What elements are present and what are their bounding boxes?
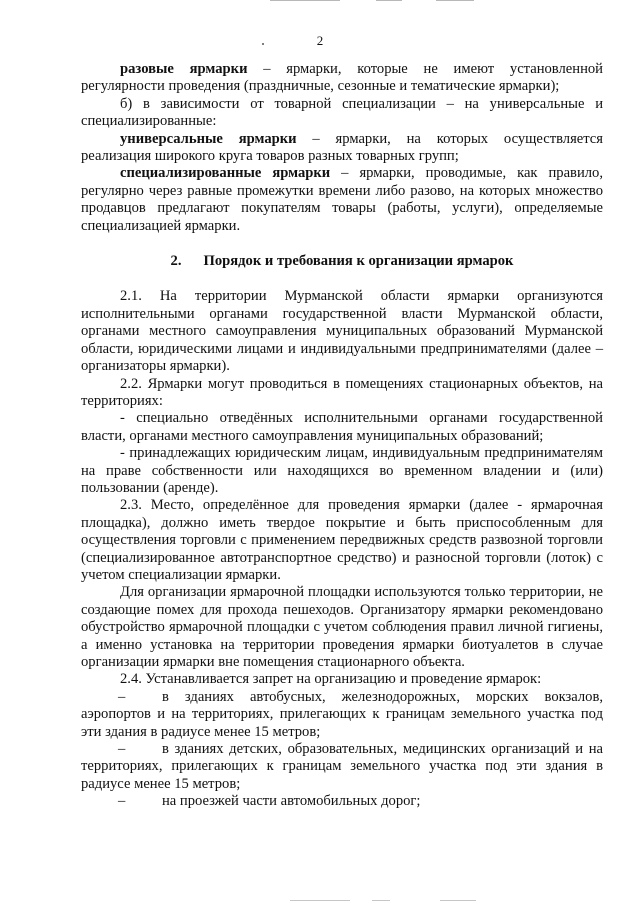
- classification-paragraph: [81, 96, 603, 131]
- defined-term: специализированные ярмарки: [120, 165, 331, 182]
- clause-2-3-continued: Для организации ярмарочной площадки используются только территории, не создающие помех для прохода пешеходов. Организатору ярмарки рекомендовано обустройство ярмарочной площадки с учетом соблюдения правил личной гигиены, а именно установка на территории проведения ярмарки биотуалетов в случае организации ярмарки вне помещения стационарного объекта.: [81, 584, 603, 670]
- clause-2-2-item: - специально отведённых исполнительными органами государственной власти, органами местного самоуправления муниципальных образований;: [81, 410, 603, 444]
- dash-marker: –: [118, 741, 126, 758]
- scan-edge-line: [372, 900, 390, 901]
- definition-paragraph: [81, 165, 603, 235]
- definition-text: – ярмарки, на которых осуществляется реализация широкого круга товаров разных товарных групп;: [81, 130, 603, 165]
- document-body: [81, 61, 603, 811]
- page-number: 2: [316, 33, 324, 48]
- clause-2-3: 2.3. Место, определённое для проведения ярмарки (далее - ярмарочная площадка), должно иметь твердое покрытие и быть приспособленным для осуществления торговли с применением передвижных средств развозной торговли (специализированное автотранспортное средство) и разносной торговли (лоток) с учетом специализации ярмарки.: [81, 497, 603, 583]
- definition-paragraph: [81, 131, 603, 166]
- prohibition-text: на проезжей части автомобильных дорог;: [162, 793, 421, 810]
- clause-2-1: 2.1. На территории Мурманской области ярмарки организуются исполнительными органами государственной власти Мурманской области, органами местного самоуправления муниципальных образований Мурманской области, юридическими лицами и индивидуальными предпринимателями (далее – организаторы ярмарки).: [81, 288, 603, 375]
- section-number: 2.: [170, 253, 182, 270]
- clause-2-4: 2.4. Устанавливается запрет на организацию и проведение ярмарок:: [120, 671, 542, 688]
- clause-2-2: 2.2. Ярмарки могут проводиться в помещениях стационарных объектов, на территориях:: [81, 375, 603, 409]
- section-title: Порядок и требования к организации ярмарок: [203, 253, 514, 270]
- prohibition-text: в зданиях детских, образовательных, медицинских организаций и на территориях, прилегающих к границам земельного участка под эти здания в радиусе менее 15 метров;: [81, 741, 603, 792]
- definition-text: – ярмарки, которые не имеют установленной регулярности проведения (праздничные, сезонные и тематические ярмарки);: [81, 61, 603, 95]
- prohibition-item: [81, 741, 603, 793]
- scan-edge-line: [290, 900, 350, 901]
- scan-edge-line: [436, 0, 474, 1]
- definition-paragraph: [81, 61, 603, 96]
- defined-term: универсальные ярмарки: [120, 130, 297, 147]
- scan-speck: [262, 43, 264, 45]
- section-heading: [81, 253, 603, 270]
- scan-edge-line: [270, 0, 340, 1]
- definition-text: – ярмарки, проводимые, как правило, регулярно через равные промежутки времени либо разово, на которых множество продавцов предлагают покупателям товары (работы, услуги), определяемые специализацией ярмарки.: [81, 165, 603, 234]
- dash-marker: –: [118, 688, 126, 705]
- classification-text: б) в зависимости от товарной специализации – на универсальные и специализированные:: [81, 95, 603, 130]
- dash-marker: –: [118, 793, 126, 810]
- defined-term: разовые ярмарки: [120, 61, 248, 77]
- scan-edge-line: [440, 900, 476, 901]
- scan-edge-line: [376, 0, 402, 1]
- prohibition-item: [81, 793, 603, 810]
- prohibition-item: [81, 689, 603, 741]
- prohibition-text: в зданиях автобусных, железнодорожных, морских вокзалов, аэропортов и на территориях, прилегающих к границам земельного участка под эти здания в радиусе менее 15 метров;: [81, 688, 603, 740]
- clause-2-2-item: - принадлежащих юридическим лицам, индивидуальным предпринимателям на праве собственности или находящихся во временном владении и (или) пользовании (аренде).: [81, 445, 603, 496]
